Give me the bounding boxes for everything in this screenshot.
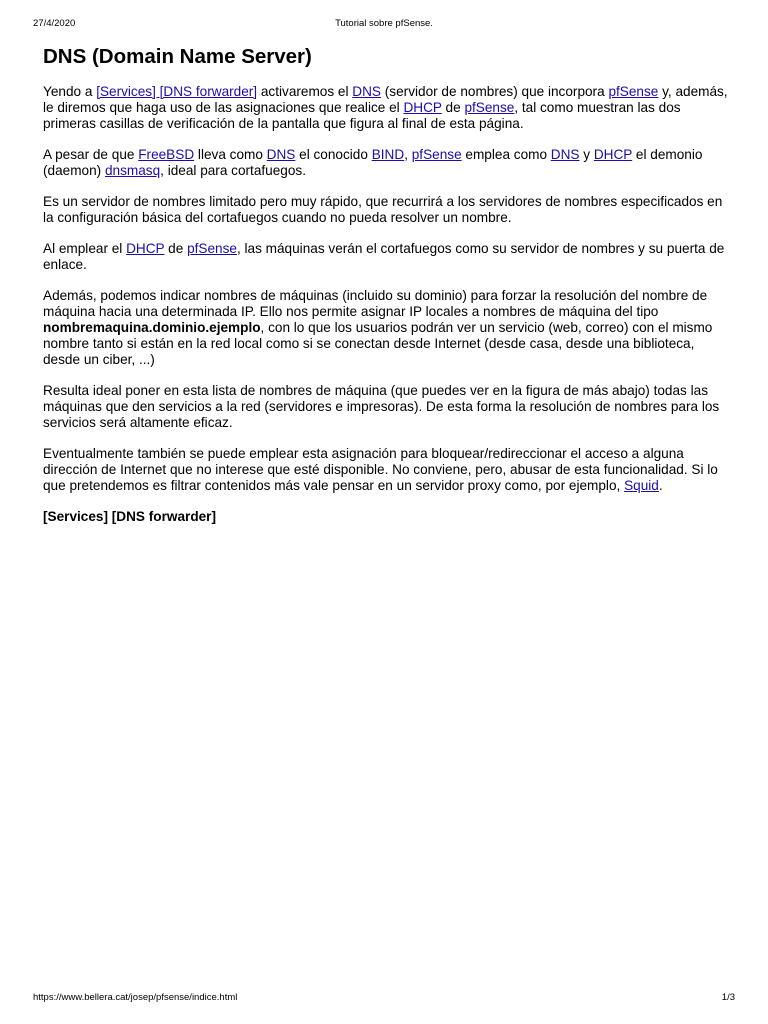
print-url: https://www.bellera.cat/josep/pfsense/indice.html bbox=[33, 992, 238, 1003]
print-date: 27/4/2020 bbox=[33, 18, 76, 29]
paragraph-intro bbox=[43, 84, 733, 132]
paragraph-dhcp bbox=[43, 241, 733, 273]
page-number: 1/3 bbox=[721, 992, 735, 1003]
text: emplea como bbox=[461, 147, 551, 162]
text: y bbox=[579, 147, 594, 162]
link-pfsense[interactable]: pfSense bbox=[411, 147, 462, 162]
link-dhcp[interactable]: DHCP bbox=[126, 241, 165, 256]
link-dhcp[interactable]: DHCP bbox=[593, 147, 633, 162]
page-title: DNS (Domain Name Server) bbox=[43, 45, 312, 68]
text: de bbox=[441, 100, 465, 115]
article bbox=[43, 44, 733, 540]
text: Al emplear el bbox=[43, 241, 127, 256]
text: , las máquinas verán el cortafuegos como su servidor de nombres y su puerta de enlace. bbox=[43, 241, 725, 272]
text: de bbox=[164, 241, 188, 256]
text: , ideal para cortafuegos. bbox=[160, 163, 306, 178]
section-subheading: [Services] [DNS forwarder] bbox=[43, 509, 216, 524]
paragraph-server: Es un servidor de nombres limitado pero muy rápido, que recurrirá a los servidores de nombres especificados en la configuración básica del cortafuegos cuando no pueda resolver un nombre. bbox=[43, 194, 723, 225]
link-dns[interactable]: DNS bbox=[266, 147, 296, 162]
text: Eventualmente también se puede emplear esta asignación para bloquear/redireccionar el acceso a alguna dirección de Internet que no interese que esté disponible. No conviene, pero, abusar de esta funcionalidad. Si lo que pretendemos es filtrar contenidos más vale pensar en un servidor proxy como, por ejemplo, bbox=[43, 446, 718, 493]
text: , con lo que los usuarios podrán ver un servicio (web, correo) con el mismo nombre tanto si están en la red local como si se conectan desde Internet (desde casa, desde una biblioteca, desde un ciber, ...) bbox=[43, 320, 713, 367]
text: el demonio (daemon) bbox=[43, 147, 703, 178]
paragraph-hostnames bbox=[43, 288, 733, 368]
paragraph-dnsmasq bbox=[43, 147, 733, 179]
paragraph-blocking bbox=[43, 446, 733, 494]
link-squid[interactable]: Squid bbox=[624, 478, 659, 493]
text: , bbox=[404, 147, 412, 162]
text: y, además, le diremos que haga uso de las asignaciones que realice el bbox=[43, 84, 728, 115]
link-freebsd[interactable]: FreeBSD bbox=[138, 147, 195, 162]
link-dhcp[interactable]: DHCP bbox=[403, 100, 442, 115]
text: , tal como muestran las dos primeras casillas de verificación de la pantalla que figura al final de esta página. bbox=[43, 100, 681, 131]
link-bind[interactable]: BIND bbox=[371, 147, 405, 162]
text: lleva como bbox=[194, 147, 267, 162]
paragraph-list: Resulta ideal poner en esta lista de nombres de máquina (que puedes ver en la figura de más abajo) todas las máquinas que den servicios a la red (servidores e impresoras). De esta forma la resolución de nombres para los servicios será altamente eficaz. bbox=[43, 383, 720, 430]
print-title: Tutorial sobre pfSense. bbox=[335, 18, 433, 29]
link-pfsense[interactable]: pfSense bbox=[608, 84, 659, 99]
link-services-dns-forwarder[interactable]: [Services] [DNS forwarder] bbox=[96, 84, 258, 99]
link-pfsense[interactable]: pfSense bbox=[464, 100, 515, 115]
text: Además, podemos indicar nombres de máquinas (incluido su dominio) para forzar la resolución del nombre de máquina hacia una determinada IP. Ello nos permite asignar IP locales a nombres de máquina del tipo bbox=[43, 288, 708, 319]
text: activaremos el bbox=[257, 84, 353, 99]
text: Yendo a bbox=[43, 84, 97, 99]
link-dns[interactable]: DNS bbox=[352, 84, 381, 99]
text: (servidor de nombres) que incorpora bbox=[381, 84, 609, 99]
text: . bbox=[658, 478, 663, 493]
link-dns[interactable]: DNS bbox=[550, 147, 580, 162]
link-dnsmasq[interactable]: dnsmasq bbox=[104, 163, 161, 178]
text: el conocido bbox=[295, 147, 372, 162]
hostname-example: nombremaquina.dominio.ejemplo bbox=[43, 320, 261, 335]
text: A pesar de que bbox=[43, 147, 139, 162]
link-pfsense[interactable]: pfSense bbox=[187, 241, 237, 256]
